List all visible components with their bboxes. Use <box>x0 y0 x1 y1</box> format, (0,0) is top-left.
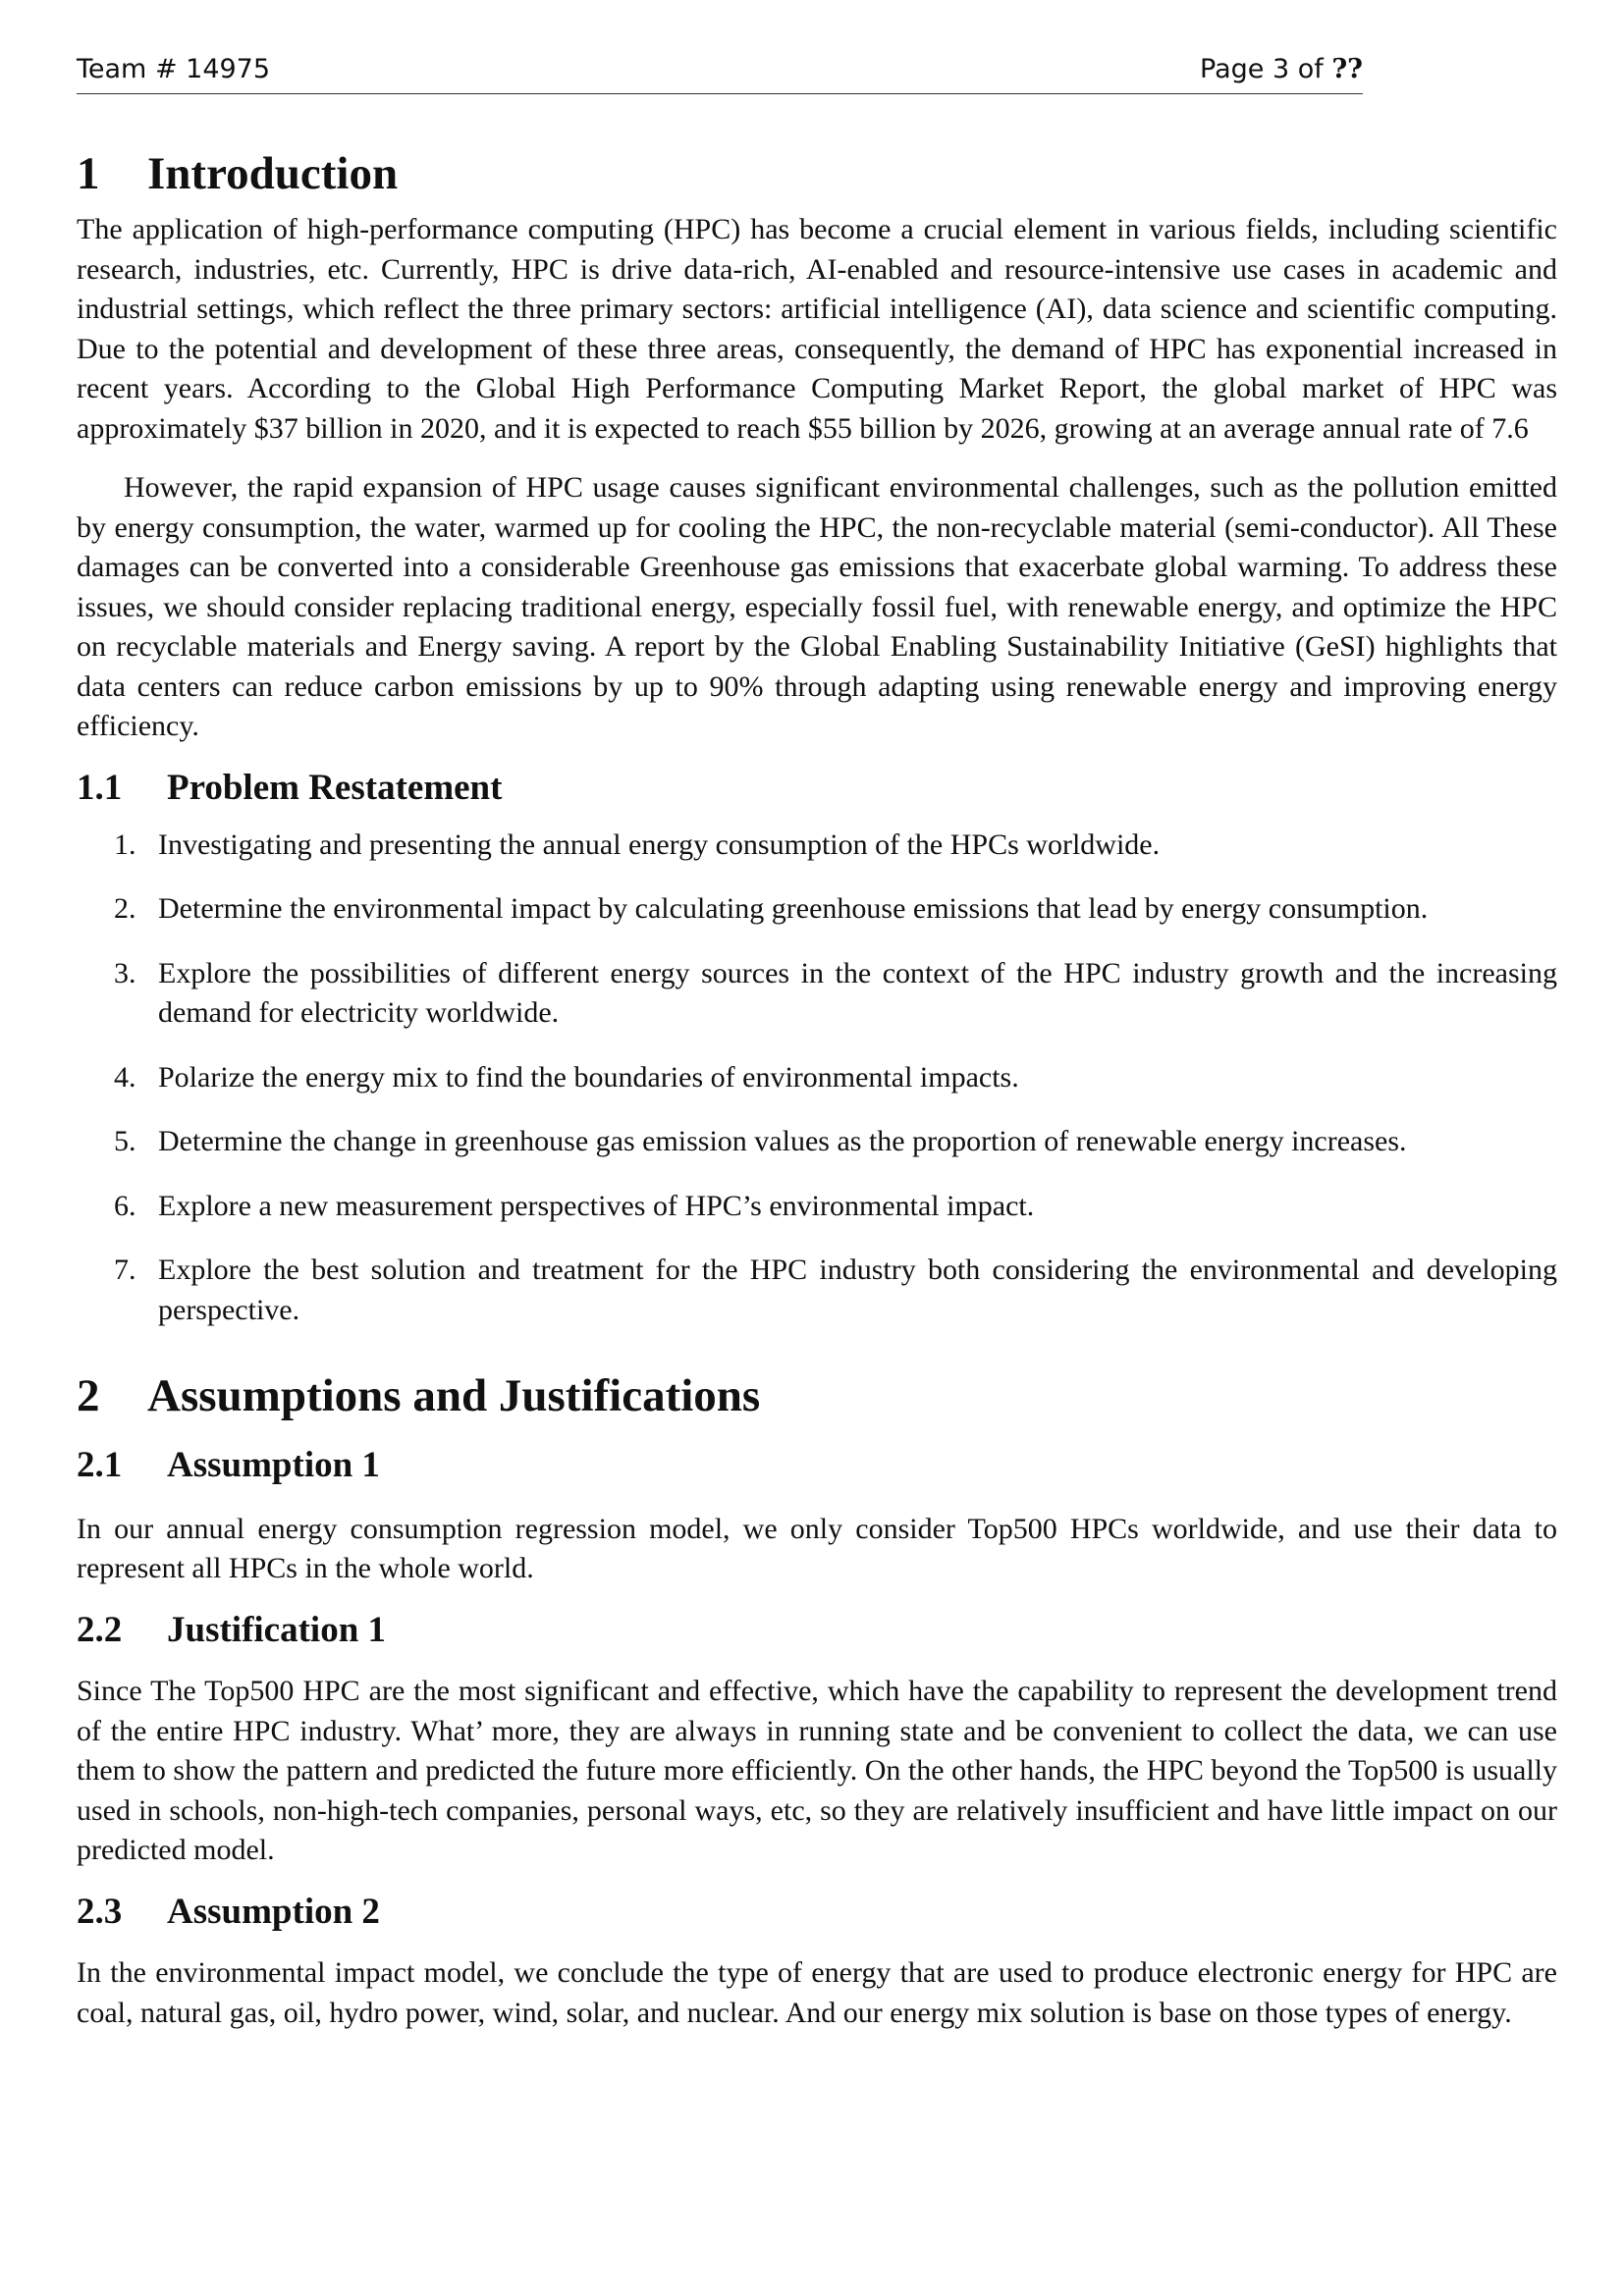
list-item <box>77 954 1557 1034</box>
list-marker: 6. <box>114 1189 136 1222</box>
intro-paragraph-2: However, the rapid expansion of HPC usage causes significant environmental challenges, such as the pollution emitted by energy consumption, the water, warmed up for cooling the HPC, the non-recyclable material (semi-conductor). All These damages can be converted into a considerable Greenhouse gas emissions that exacerbate global warming. To address these issues, we should consider replacing traditional energy, especially fossil fuel, with renewable energy, and optimize the HPC on recyclable materials and Energy saving. A report by the Global Enabling Sustainability Initiative (GeSI) highlights that data centers can reduce carbon emissions by up to 90% through adapting using renewable energy and improving energy efficiency. <box>77 471 1557 743</box>
section-number: 2 <box>77 1370 100 1422</box>
subsection-number: 2.3 <box>77 1891 123 1932</box>
list-item-text: Polarize the energy mix to find the boundaries of environmental impacts. <box>158 1060 1019 1094</box>
section-number: 1 <box>77 148 100 199</box>
intro-paragraph-1: The application of high-performance computing (HPC) has become a crucial element in various fields, including scientific research, industries, etc. Currently, HPC is drive data-rich, AI-enabled and resource-intensive use cases in academic and industrial settings, which reflect the three primary sectors: artificial intelligence (AI), data science and scientific computing. Due to the potential and development of these three areas, consequently, the demand of HPC has exponential increased in recent years. According to the Global High Performance Computing Market Report, the global market of HPC was approximately $37 billion in 2020, and it is expected to reach $55 billion by 2026, growing at an average annual rate of 7.6 <box>77 213 1557 445</box>
page-total: ?? <box>1331 54 1363 84</box>
justification-1-text: Since The Top500 HPC are the most significant and effective, which have the capability to represent the development trend of the entire HPC industry. What’ more, they are always in running state and be convenient to collect the data, we can use them to show the pattern and predicted the future more efficiently. On the other hands, the HPC beyond the Top500 is usually used in schools, non-high-tech companies, personal ways, etc, so they are relatively insufficient and have little impact on our predicted model. <box>77 1675 1557 1867</box>
subsection-justification-1-heading <box>77 1609 1557 1652</box>
subsection-title: Problem Restatement <box>167 767 503 808</box>
section-title: Introduction <box>147 148 399 199</box>
list-item <box>77 826 1557 866</box>
subsection-assumption-1-heading <box>77 1444 1557 1487</box>
list-marker: 2. <box>114 892 136 926</box>
list-item <box>77 1058 1557 1098</box>
page-content <box>77 137 1557 2033</box>
list-item-text: Explore a new measurement perspectives of HPC’s environmental impact. <box>158 1189 1035 1222</box>
subsection-title: Justification 1 <box>167 1609 387 1650</box>
list-marker: 3. <box>114 956 136 989</box>
subsection-number: 1.1 <box>77 767 123 808</box>
running-header <box>77 54 1363 94</box>
list-item-text: Explore the best solution and treatment for the HPC industry both considering the environmental and developing perspective. <box>158 1254 1557 1326</box>
subsection-assumption-2-heading <box>77 1891 1557 1934</box>
list-marker: 5. <box>114 1125 136 1158</box>
list-item <box>77 1187 1557 1227</box>
page-prefix: Page 3 of <box>1200 54 1332 84</box>
list-marker: 4. <box>114 1060 136 1094</box>
list-item-text: Investigating and presenting the annual energy consumption of the HPCs worldwide. <box>158 828 1161 861</box>
list-item <box>77 1251 1557 1330</box>
subsection-problem-restatement-heading <box>77 767 1557 810</box>
list-marker: 7. <box>114 1254 136 1287</box>
section-assumptions-heading <box>77 1369 1557 1422</box>
page-number <box>1200 54 1363 84</box>
list-item-text: Explore the possibilities of different energy sources in the context of the HPC industry growth and the increasing demand for electricity worldwide. <box>158 956 1557 1030</box>
section-introduction-heading <box>77 147 1557 200</box>
team-number: Team # 14975 <box>77 54 271 84</box>
subsection-number: 2.2 <box>77 1609 123 1650</box>
assumption-2-text: In the environmental impact model, we conclude the type of energy that are used to produce electronic energy for HPC are coal, natural gas, oil, hydro power, wind, solar, and nuclear. And our energy mix solution is base on those types of energy. <box>77 1956 1557 2029</box>
section-title: Assumptions and Justifications <box>147 1370 761 1422</box>
list-item <box>77 889 1557 930</box>
subsection-number: 2.1 <box>77 1445 123 1486</box>
list-marker: 1. <box>114 828 136 861</box>
subsection-title: Assumption 2 <box>167 1891 380 1932</box>
problem-restatement-list <box>77 826 1557 1331</box>
subsection-title: Assumption 1 <box>167 1445 380 1486</box>
list-item-text: Determine the environmental impact by calculating greenhouse emissions that lead by energy consumption. <box>158 892 1429 926</box>
list-item-text: Determine the change in greenhouse gas emission values as the proportion of renewable energy increases. <box>158 1125 1407 1158</box>
list-item <box>77 1122 1557 1162</box>
assumption-1-text: In our annual energy consumption regression model, we only consider Top500 HPCs worldwide, and use their data to represent all HPCs in the whole world. <box>77 1512 1557 1585</box>
